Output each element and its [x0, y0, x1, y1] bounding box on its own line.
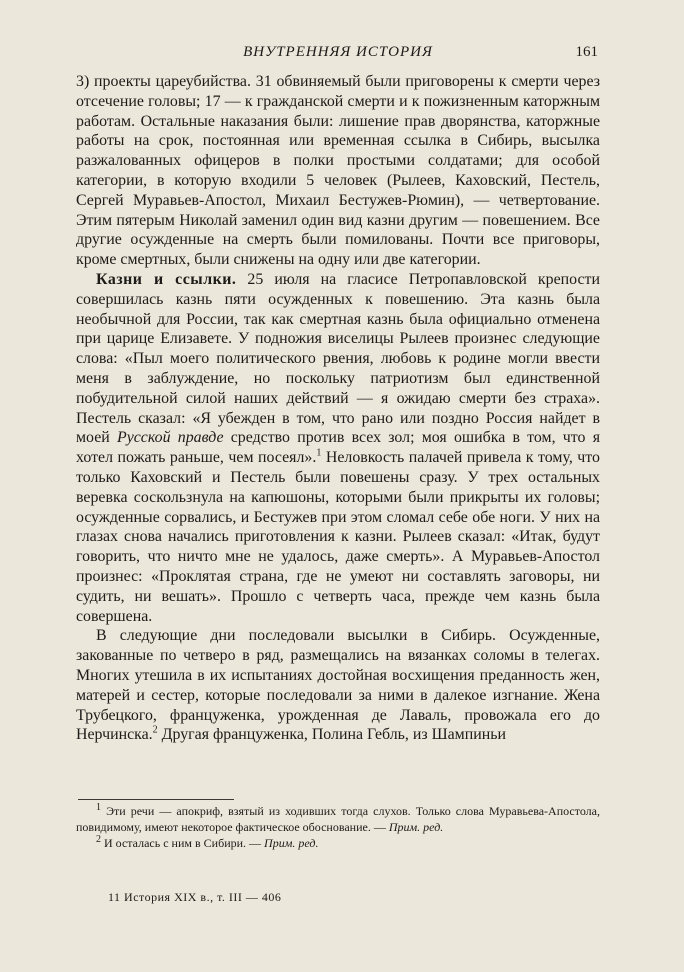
footnote-divider — [78, 799, 234, 800]
paragraph-3-text-b: Другая француженка, Полина Гебль, из Шампиньи — [157, 726, 506, 744]
paragraph-3 — [76, 626, 600, 745]
paragraph-1 — [76, 72, 600, 270]
paragraph-2-text-c: Неловкость палачей привела к тому, что только Каховский и Пестель были повешены сразу. У трех остальных веревка соскользнула на капюшоны, которыми были прикрыты их головы; осужденные сорвались, и Бестужев при этом сломал себе обе ноги. У них на глазах снова начались приготовления к казни. Рылеев сказал: «Итак, будут говорить, что ничто мне не удалось, даже смерть». А Муравьев-Апостол произнес: «Проклятая страна, где не умеют ни составлять заговоры, ни судить, ни вешать». Прошло с четверть часа, прежде чем казнь была совершена. — [76, 449, 600, 625]
paragraph-2-text-a: 25 июля на гласисе Петропавловской крепости совершилась казнь пяти осужденных к повешению. Эта казнь была необычной для России, так как смертная казнь была официально отменена при царице Елизавете. У подножия виселицы Рылеев произнес следующие слова: «Пыл моего политического рвения, любовь к родине могли ввести меня в заблуждение, но поскольку патриотизм был единственной побудительной силой наших действий — я ожидаю смерти без страха». Пестель сказал: «Я убежден в том, что рано или поздно Россия найдет в моей — [76, 270, 600, 447]
page-number: 161 — [575, 44, 598, 60]
footnote-ref-2: 2 — [152, 725, 158, 736]
footnote-1 — [76, 803, 600, 835]
footnote-2-note: Прим. ред. — [264, 836, 319, 850]
footnote-1-note: Прим. ред. — [388, 820, 444, 834]
footnote-2 — [76, 835, 600, 851]
footnote-2-mark: 2 — [96, 834, 101, 845]
footnote-ref-1: 1 — [316, 447, 322, 459]
section-heading: Казни и ссылки. — [96, 270, 237, 288]
russkaya-pravda-title: Русской правде — [116, 429, 224, 447]
footnote-2-text: И осталась с ним в Сибири. — — [101, 836, 265, 850]
paragraph-2-text-b: средство против всех зол; моя ошибка в том, что я хотел пожать раньше, чем посеял». — [76, 429, 601, 467]
printer-signature: 11 История XIX в., т. III — 406 — [108, 890, 282, 904]
body-text — [76, 72, 600, 745]
footnote-1-mark: 1 — [96, 802, 101, 813]
paragraph-1-text: 3) проекты цареубийства. 31 обвиняемый были приговорены к смерти через отсечение головы; 17 — к гражданской смерти и к пожизненным каторжным работам. Остальные наказания были: лишение прав дворянства, каторжные работы на срок, постоянная или временная ссылка в Сибирь, высылка разжалованных офицеров в полки простыми солдатами; для особой категории, в которую входили 5 человек (Рылеев, Каховский, Пестель, Сергей Муравьев-Апостол, Михаил Бестужев-Рюмин), — четвертование. Этим пятерым Николай заменил один вид казни другим — повешением. Все другие осужденные на смерть были помилованы. Почти все приговоры, кроме смертных, были снижены на одну или две категории. — [76, 73, 600, 269]
paragraph-2 — [76, 270, 600, 626]
running-title: ВНУТРЕННЯЯ ИСТОРИЯ — [243, 44, 433, 60]
running-head — [78, 44, 598, 68]
footnotes — [76, 803, 600, 851]
paragraph-3-text-a: В следующие дни последовали высылки в Сибирь. Осужденные, закованные по четверо в ряд, размещались на вязанках соломы в телегах. Многих утешила в их испытаниях достойная восхищения преданность жен, матерей и сестер, которые последовали за ними в далекое изгнание. Жена Трубецкого, француженка, урожденная де Лаваль, провожала его до Нерчинска. — [76, 627, 600, 744]
footnote-1-text: Эти речи — апокриф, взятый из ходивших тогда слухов. Только слова Муравьева-Апостола, повидимому, имеют некоторое фактическое обоснование. — — [76, 804, 600, 834]
